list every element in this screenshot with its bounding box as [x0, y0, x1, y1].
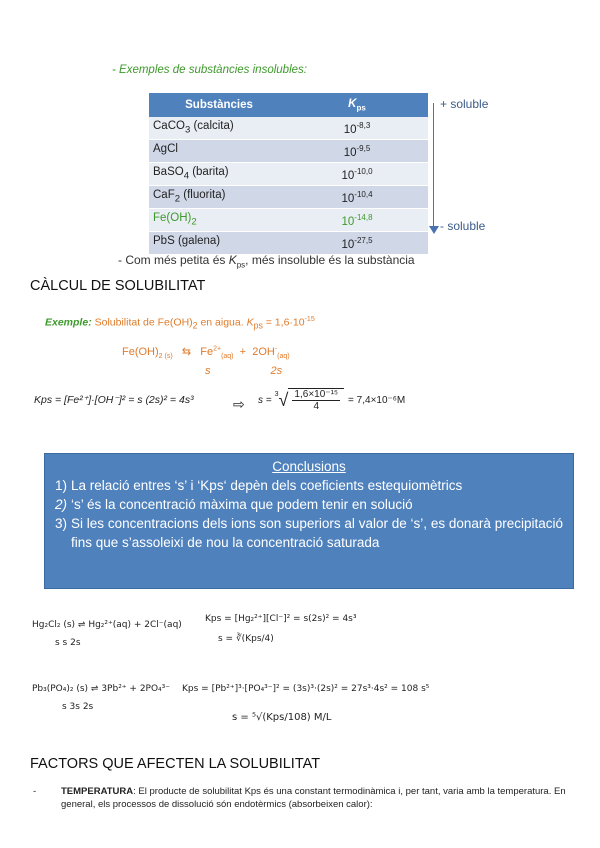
- table-row: $Fe(OH)_2$ $10^{-14,8}$: [149, 209, 428, 232]
- handwritten-hg-s: s s 2s: [55, 638, 81, 648]
- handwritten-hg-reaction: Hg₂Cl₂ (s) ⇌ Hg₂²⁺(aq) + 2Cl⁻(aq): [32, 620, 182, 630]
- intro-text: - Exemples de substàncies insolubles:: [112, 64, 307, 76]
- conclusions-title: Conclusions: [272, 459, 346, 474]
- example-line: Exemple: Solubilitat de $Fe(OH)_2$ en aigua. $K_{ps} = 1,6\cdot 10^{-15}$: [45, 316, 315, 331]
- table-row: CaCO$_3$ (calcita) $10^{-8,3}$: [149, 117, 428, 140]
- equilibrium-s-values: s 2s: [205, 365, 283, 377]
- temperature-bullet: - TEMPERATURA: El producte de solubilitat Kps és una constant termodinàmica i, per tant, varia amb la temperatura. En general, els processos de dissolució són endotèrmics (absorbeixen calor):: [33, 786, 566, 810]
- heading-factors: FACTORS QUE AFECTEN LA SOLUBILITAT: [30, 756, 321, 772]
- solubility-arrow-line: [433, 103, 434, 230]
- handwritten-pb-reaction: Pb₃(PO₄)₂ (s) ⇌ 3Pb²⁺ + 2PO₄³⁻: [32, 684, 171, 694]
- handwritten-pb-s: s 3s 2s: [62, 702, 94, 712]
- handwritten-hg-solution: s = ∛(Kps/4): [218, 634, 274, 644]
- table-header: [149, 93, 428, 117]
- list-item: 2) ‘s’ és la concentració màxima que podem tenir en solució: [55, 497, 413, 512]
- down-arrow-icon: [429, 226, 439, 234]
- s-formula: s = 3 √ $\frac{\text{1,6×10⁻¹⁵}}{4}$ = 7,4×10⁻⁶M: [258, 389, 406, 412]
- handwritten-hg-kps: Kps = [Hg₂²⁺][Cl⁻]² = s(2s)² = 4s³: [205, 614, 357, 624]
- handwritten-pb-solution: s = ⁵√(Kps/108) M/L: [232, 712, 332, 723]
- header-substance: Substàncies: [149, 93, 286, 117]
- handwritten-pb-kps: Kps = [Pb²⁺]³·[PO₄³⁻]² = (3s)³·(2s)² = 27s³·4s² = 108 s⁵: [182, 684, 430, 694]
- conclusions-box: [44, 453, 574, 589]
- ksp-expression: Kps = [Fe²⁺]·[OH⁻]² = s (2s)² = 4s³: [34, 394, 194, 406]
- ksp-table: [149, 93, 428, 255]
- equilibrium-equation: $Fe(OH)_{2 (s)}$ ⇆ $Fe^{2+}_{(aq)} + 2OH^-_{(aq)}$: [122, 345, 290, 361]
- table-row: PbS (galena) $10^{-27,5}$: [149, 232, 428, 255]
- ksp-note: - Com més petita és $K_{ps}$, més insoluble és la substància: [118, 253, 415, 270]
- list-item: 1) La relació entres ‘s’ i ‘Kps‘ depèn dels coeficients estequiomètrics: [55, 478, 463, 493]
- more-soluble-label: + soluble: [440, 97, 489, 111]
- implies-arrow-icon: ⇨: [233, 396, 245, 412]
- heading-calcul: CÀLCUL DE SOLUBILITAT: [30, 278, 206, 294]
- table-row: CaF$_2$ (fluorita) $10^{-10,4}$: [149, 186, 428, 209]
- less-soluble-label: - soluble: [440, 219, 486, 233]
- table-row: AgCl $10^{-9,5}$: [149, 140, 428, 163]
- list-item: 3) Si les concentracions dels ions son superiors al valor de ‘s’, es donarà precipitació fins que s’assoleixi de nou la concentració saturada: [55, 516, 563, 550]
- table-row: BaSO$_4$ (barita) $10^{-10,0}$: [149, 163, 428, 186]
- header-ksp: $K_{ps}$: [286, 93, 428, 117]
